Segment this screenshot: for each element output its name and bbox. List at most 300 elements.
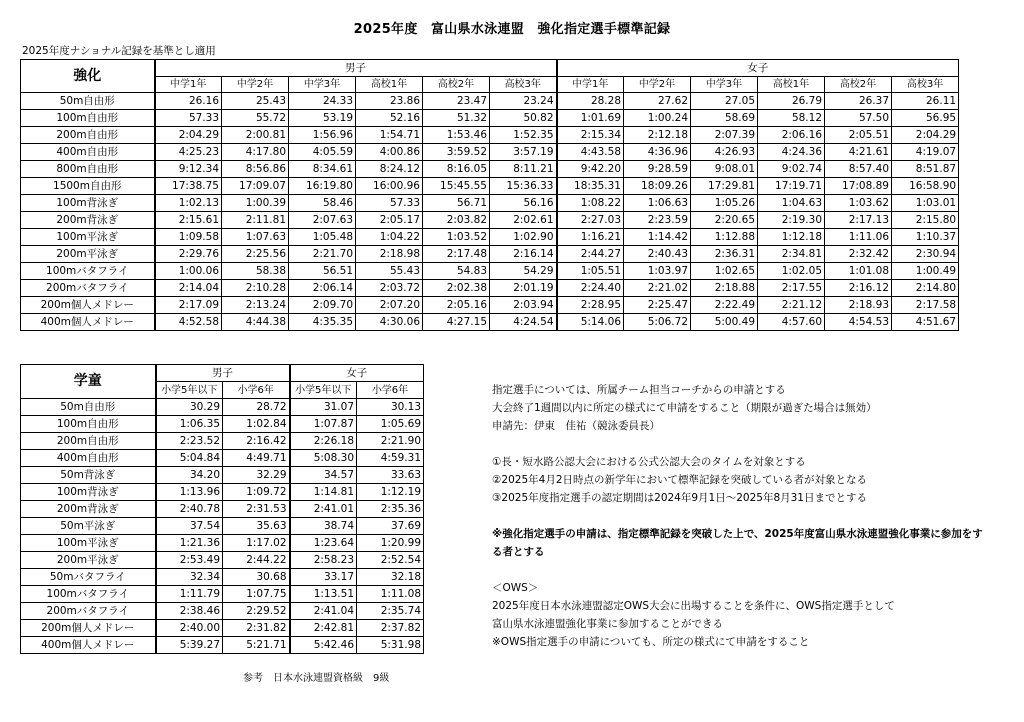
- grade-header: 高校3年: [490, 77, 557, 93]
- event-name: 200mバタフライ: [21, 603, 156, 620]
- record-cell: 5:14.06: [557, 314, 624, 331]
- record-cell: 8:34.61: [289, 161, 356, 178]
- record-cell: 25.43: [222, 93, 289, 110]
- record-cell: 18:35.31: [557, 178, 624, 195]
- record-cell: 26.16: [155, 93, 222, 110]
- table-row: [21, 603, 424, 620]
- record-cell: 1:05.69: [357, 416, 424, 433]
- record-cell: 2:22.49: [691, 297, 758, 314]
- gakudo-male-header: 男子: [156, 365, 290, 382]
- record-cell: 2:32.42: [825, 246, 892, 263]
- record-cell: 2:05.16: [423, 297, 490, 314]
- record-cell: 2:23.52: [156, 433, 223, 450]
- record-cell: 16:19.80: [289, 178, 356, 195]
- table-row: [21, 569, 424, 586]
- record-cell: 2:34.81: [758, 246, 825, 263]
- record-cell: 58.38: [222, 263, 289, 280]
- record-cell: 2:41.01: [290, 501, 357, 518]
- table-row: [21, 93, 959, 110]
- event-name: 50mバタフライ: [21, 569, 156, 586]
- record-cell: 17:09.07: [222, 178, 289, 195]
- event-name: 50m自由形: [21, 93, 155, 110]
- record-cell: 58.69: [691, 110, 758, 127]
- page-title: 2025年度 富山県水泳連盟 強化指定選手標準記録: [353, 22, 671, 37]
- record-cell: 2:03.94: [490, 297, 557, 314]
- record-cell: 2:15.80: [892, 212, 959, 229]
- record-cell: 4:17.80: [222, 144, 289, 161]
- record-cell: 1:02.90: [490, 229, 557, 246]
- table-row: [21, 637, 424, 654]
- record-cell: 2:15.61: [155, 212, 222, 229]
- grade-header: 高校2年: [423, 77, 490, 93]
- record-cell: 5:42.46: [290, 637, 357, 654]
- note-line: [492, 507, 992, 525]
- record-cell: 9:42.20: [557, 161, 624, 178]
- record-cell: 1:10.37: [892, 229, 959, 246]
- record-cell: 2:05.51: [825, 127, 892, 144]
- record-cell: 2:17.09: [155, 297, 222, 314]
- record-cell: 4:36.96: [624, 144, 691, 161]
- record-cell: 8:11.21: [490, 161, 557, 178]
- grade-header: 中学2年: [624, 77, 691, 93]
- record-cell: 8:16.05: [423, 161, 490, 178]
- record-cell: 2:44.22: [223, 552, 290, 569]
- table-row: [21, 178, 959, 195]
- record-cell: 2:44.27: [557, 246, 624, 263]
- record-cell: 8:56.86: [222, 161, 289, 178]
- note-line: 指定選手については、所属チーム担当コーチからの申請とする: [492, 384, 786, 396]
- record-cell: 23.24: [490, 93, 557, 110]
- record-cell: 5:06.72: [624, 314, 691, 331]
- record-cell: 1:04.63: [758, 195, 825, 212]
- record-cell: 2:04.29: [892, 127, 959, 144]
- record-cell: 2:09.70: [289, 297, 356, 314]
- record-cell: 2:35.74: [357, 603, 424, 620]
- ows-note-line: [492, 561, 992, 579]
- record-cell: 2:25.47: [624, 297, 691, 314]
- record-cell: 4:59.31: [357, 450, 424, 467]
- event-name: 400m自由形: [21, 144, 155, 161]
- record-cell: 57.33: [155, 110, 222, 127]
- record-cell: 57.33: [356, 195, 423, 212]
- table-row: [21, 399, 424, 416]
- table-row: [21, 416, 424, 433]
- grade-header: 高校2年: [825, 77, 892, 93]
- record-cell: 56.16: [490, 195, 557, 212]
- record-cell: 2:07.20: [356, 297, 423, 314]
- record-cell: 17:38.75: [155, 178, 222, 195]
- kyoka-label: 強化: [21, 60, 155, 93]
- record-cell: 1:11.08: [357, 586, 424, 603]
- record-cell: 2:05.17: [356, 212, 423, 229]
- record-cell: 5:00.49: [691, 314, 758, 331]
- event-name: 1500m自由形: [21, 178, 155, 195]
- grade-header: 小学6年: [357, 382, 424, 399]
- record-cell: 23.86: [356, 93, 423, 110]
- record-cell: 2:36.31: [691, 246, 758, 263]
- record-cell: 1:14.42: [624, 229, 691, 246]
- record-cell: 2:26.18: [290, 433, 357, 450]
- page-subtitle: 2025年度ナショナル記録を基準とし適用: [22, 45, 216, 57]
- record-cell: 4:00.86: [356, 144, 423, 161]
- record-cell: 32.34: [156, 569, 223, 586]
- record-cell: 4:52.58: [155, 314, 222, 331]
- table-row: [21, 535, 424, 552]
- event-name: 200m自由形: [21, 433, 156, 450]
- gakudo-label: 学童: [21, 365, 156, 399]
- record-cell: 2:04.29: [155, 127, 222, 144]
- record-cell: 4:19.07: [892, 144, 959, 161]
- record-cell: 1:03.01: [892, 195, 959, 212]
- record-cell: 2:12.18: [624, 127, 691, 144]
- record-cell: 1:02.05: [758, 263, 825, 280]
- event-name: 50m自由形: [21, 399, 156, 416]
- note-line: ①長・短水路公認大会における公式公認大会のタイムを対象とする: [492, 456, 806, 468]
- record-cell: 4:54.53: [825, 314, 892, 331]
- record-cell: 2:29.76: [155, 246, 222, 263]
- record-cell: 1:12.19: [357, 484, 424, 501]
- record-cell: 35.63: [223, 518, 290, 535]
- record-cell: 1:20.99: [357, 535, 424, 552]
- record-cell: 34.20: [156, 467, 223, 484]
- record-cell: 1:03.52: [423, 229, 490, 246]
- record-cell: 1:09.72: [223, 484, 290, 501]
- record-cell: 5:21.71: [223, 637, 290, 654]
- event-name: 200m平泳ぎ: [21, 552, 156, 569]
- gakudo-female-header: 女子: [290, 365, 424, 382]
- record-cell: 2:17.48: [423, 246, 490, 263]
- record-cell: 2:21.70: [289, 246, 356, 263]
- event-name: 400m個人メドレー: [21, 637, 156, 654]
- event-name: 50m背泳ぎ: [21, 467, 156, 484]
- record-cell: 2:16.42: [223, 433, 290, 450]
- record-cell: 1:02.13: [155, 195, 222, 212]
- table-row: [21, 212, 959, 229]
- table-row: [21, 586, 424, 603]
- record-cell: 1:23.64: [290, 535, 357, 552]
- record-cell: 1:05.48: [289, 229, 356, 246]
- grade-header: 高校1年: [758, 77, 825, 93]
- record-cell: 1:07.75: [223, 586, 290, 603]
- event-name: 50m平泳ぎ: [21, 518, 156, 535]
- note-line: ③2025年度指定選手の認定期間は2024年9月1日～2025年8月31日までとする: [492, 492, 867, 504]
- record-cell: 56.95: [892, 110, 959, 127]
- record-cell: 2:03.72: [356, 280, 423, 297]
- table-row: [21, 433, 424, 450]
- record-cell: 4:21.61: [825, 144, 892, 161]
- kyoka-standards-table: [20, 59, 959, 331]
- record-cell: 28.72: [223, 399, 290, 416]
- record-cell: 2:14.80: [892, 280, 959, 297]
- record-cell: 2:02.38: [423, 280, 490, 297]
- note-line: 大会終了1週間以内に所定の様式にて申請をすること（期限が過ぎた場合は無効）: [492, 402, 877, 414]
- record-cell: 2:42.81: [290, 620, 357, 637]
- record-cell: 1:04.22: [356, 229, 423, 246]
- record-cell: 1:01.08: [825, 263, 892, 280]
- event-name: 800m自由形: [21, 161, 155, 178]
- record-cell: 9:12.34: [155, 161, 222, 178]
- record-cell: 8:51.87: [892, 161, 959, 178]
- record-cell: 26.37: [825, 93, 892, 110]
- record-cell: 1:54.71: [356, 127, 423, 144]
- record-cell: 32.18: [357, 569, 424, 586]
- record-cell: 2:14.04: [155, 280, 222, 297]
- event-name: 200m個人メドレー: [21, 620, 156, 637]
- record-cell: 1:00.39: [222, 195, 289, 212]
- record-cell: 1:13.96: [156, 484, 223, 501]
- record-cell: 55.72: [222, 110, 289, 127]
- table-row: [21, 144, 959, 161]
- table-row: [21, 501, 424, 518]
- record-cell: 4:24.36: [758, 144, 825, 161]
- table-row: [21, 467, 424, 484]
- record-cell: 2:23.59: [624, 212, 691, 229]
- record-cell: 1:09.58: [155, 229, 222, 246]
- event-name: 200m個人メドレー: [21, 297, 155, 314]
- record-cell: 58.12: [758, 110, 825, 127]
- record-cell: 2:11.81: [222, 212, 289, 229]
- record-cell: 5:31.98: [357, 637, 424, 654]
- ows-note-line: 2025年度日本水泳連盟認定OWS大会に出場することを条件に、OWS指定選手として: [492, 600, 895, 612]
- notes-block: [492, 381, 992, 651]
- record-cell: 1:05.51: [557, 263, 624, 280]
- event-name: 200m自由形: [21, 127, 155, 144]
- record-cell: 1:07.87: [290, 416, 357, 433]
- record-cell: 4:49.71: [223, 450, 290, 467]
- record-cell: 2:38.46: [156, 603, 223, 620]
- grade-header: 小学5年以下: [290, 382, 357, 399]
- table-row: [21, 552, 424, 569]
- table-row: [21, 127, 959, 144]
- record-cell: 1:07.63: [222, 229, 289, 246]
- table-row: [21, 518, 424, 535]
- record-cell: 1:12.88: [691, 229, 758, 246]
- record-cell: 9:02.74: [758, 161, 825, 178]
- record-cell: 2:21.90: [357, 433, 424, 450]
- record-cell: 2:19.30: [758, 212, 825, 229]
- record-cell: 1:14.81: [290, 484, 357, 501]
- table-row: [21, 297, 959, 314]
- record-cell: 2:16.12: [825, 280, 892, 297]
- record-cell: 4:05.59: [289, 144, 356, 161]
- record-cell: 33.17: [290, 569, 357, 586]
- table-row: [21, 620, 424, 637]
- record-cell: 26.11: [892, 93, 959, 110]
- record-cell: 8:57.40: [825, 161, 892, 178]
- record-cell: 4:24.54: [490, 314, 557, 331]
- grade-header: 小学5年以下: [156, 382, 223, 399]
- record-cell: 2:18.88: [691, 280, 758, 297]
- record-cell: 2:21.12: [758, 297, 825, 314]
- event-name: 400m個人メドレー: [21, 314, 155, 331]
- event-name: 100m背泳ぎ: [21, 484, 156, 501]
- record-cell: 52.16: [356, 110, 423, 127]
- record-cell: 34.57: [290, 467, 357, 484]
- event-name: 400m自由形: [21, 450, 156, 467]
- record-cell: 27.05: [691, 93, 758, 110]
- record-cell: 2:10.28: [222, 280, 289, 297]
- record-cell: 2:18.93: [825, 297, 892, 314]
- event-name: 200m背泳ぎ: [21, 501, 156, 518]
- record-cell: 1:00.24: [624, 110, 691, 127]
- record-cell: 1:06.35: [156, 416, 223, 433]
- note-line: [492, 435, 992, 453]
- record-cell: 26.79: [758, 93, 825, 110]
- note-line: ②2025年4月2日時点の新学年において標準記録を突破している者が対象となる: [492, 474, 867, 486]
- reference-note: 参考 日本水泳連盟資格級 9級: [243, 673, 390, 684]
- record-cell: 2:58.23: [290, 552, 357, 569]
- record-cell: 1:00.49: [892, 263, 959, 280]
- record-cell: 37.69: [357, 518, 424, 535]
- record-cell: 53.19: [289, 110, 356, 127]
- record-cell: 4:57.60: [758, 314, 825, 331]
- record-cell: 56.71: [423, 195, 490, 212]
- record-cell: 24.33: [289, 93, 356, 110]
- record-cell: 2:17.13: [825, 212, 892, 229]
- record-cell: 33.63: [357, 467, 424, 484]
- record-cell: 15:45.55: [423, 178, 490, 195]
- record-cell: 5:04.84: [156, 450, 223, 467]
- grade-header: 小学6年: [223, 382, 290, 399]
- record-cell: 54.83: [423, 263, 490, 280]
- record-cell: 2:27.03: [557, 212, 624, 229]
- record-cell: 1:13.51: [290, 586, 357, 603]
- record-cell: 1:17.02: [223, 535, 290, 552]
- event-name: 100m自由形: [21, 416, 156, 433]
- record-cell: 2:06.16: [758, 127, 825, 144]
- grade-header: 高校3年: [892, 77, 959, 93]
- record-cell: 4:44.38: [222, 314, 289, 331]
- record-cell: 28.28: [557, 93, 624, 110]
- record-cell: 51.32: [423, 110, 490, 127]
- record-cell: 58.46: [289, 195, 356, 212]
- record-cell: 4:27.15: [423, 314, 490, 331]
- table-row: [21, 484, 424, 501]
- record-cell: 2:13.24: [222, 297, 289, 314]
- record-cell: 30.13: [357, 399, 424, 416]
- record-cell: 4:43.58: [557, 144, 624, 161]
- record-cell: 2:31.82: [223, 620, 290, 637]
- record-cell: 1:05.26: [691, 195, 758, 212]
- record-cell: 2:06.14: [289, 280, 356, 297]
- record-cell: 38.74: [290, 518, 357, 535]
- record-cell: 27.62: [624, 93, 691, 110]
- record-cell: 16:00.96: [356, 178, 423, 195]
- event-name: 100m自由形: [21, 110, 155, 127]
- record-cell: 2:30.94: [892, 246, 959, 263]
- record-cell: 1:11.79: [156, 586, 223, 603]
- record-cell: 1:03.97: [624, 263, 691, 280]
- record-cell: 56.51: [289, 263, 356, 280]
- event-name: 200mバタフライ: [21, 280, 155, 297]
- record-cell: 1:02.65: [691, 263, 758, 280]
- kyoka-male-header: 男子: [155, 60, 557, 77]
- gakudo-standards-table: [20, 364, 424, 654]
- record-cell: 3:59.52: [423, 144, 490, 161]
- record-cell: 2:31.53: [223, 501, 290, 518]
- record-cell: 2:37.82: [357, 620, 424, 637]
- record-cell: 30.68: [223, 569, 290, 586]
- grade-header: 中学3年: [289, 77, 356, 93]
- record-cell: 17:08.89: [825, 178, 892, 195]
- record-cell: 2:21.02: [624, 280, 691, 297]
- table-row: [21, 110, 959, 127]
- record-cell: 2:20.65: [691, 212, 758, 229]
- record-cell: 1:02.84: [223, 416, 290, 433]
- record-cell: 1:01.69: [557, 110, 624, 127]
- record-cell: 4:25.23: [155, 144, 222, 161]
- record-cell: 1:52.35: [490, 127, 557, 144]
- ows-note-line: 富山県水泳連盟強化事業に参加することができる: [492, 618, 723, 630]
- event-name: 100m背泳ぎ: [21, 195, 155, 212]
- table-row: [21, 263, 959, 280]
- record-cell: 2:07.63: [289, 212, 356, 229]
- record-cell: 17:19.71: [758, 178, 825, 195]
- record-cell: 1:53.46: [423, 127, 490, 144]
- record-cell: 2:17.58: [892, 297, 959, 314]
- record-cell: 55.43: [356, 263, 423, 280]
- record-cell: 2:07.39: [691, 127, 758, 144]
- record-cell: 9:08.01: [691, 161, 758, 178]
- record-cell: 30.29: [156, 399, 223, 416]
- record-cell: 2:17.55: [758, 280, 825, 297]
- grade-header: 中学1年: [155, 77, 222, 93]
- record-cell: 32.29: [223, 467, 290, 484]
- table-row: [21, 450, 424, 467]
- record-cell: 2:25.56: [222, 246, 289, 263]
- record-cell: 2:35.36: [357, 501, 424, 518]
- grade-header: 中学2年: [222, 77, 289, 93]
- record-cell: 16:58.90: [892, 178, 959, 195]
- record-cell: 2:00.81: [222, 127, 289, 144]
- record-cell: 2:01.19: [490, 280, 557, 297]
- record-cell: 5:08.30: [290, 450, 357, 467]
- record-cell: 2:18.98: [356, 246, 423, 263]
- record-cell: 1:08.22: [557, 195, 624, 212]
- table-row: [21, 280, 959, 297]
- note-line: 申請先：伊東 佳祐（競泳委員長）: [492, 420, 660, 432]
- record-cell: 2:15.34: [557, 127, 624, 144]
- record-cell: 3:57.19: [490, 144, 557, 161]
- event-name: 100m平泳ぎ: [21, 535, 156, 552]
- record-cell: 2:41.04: [290, 603, 357, 620]
- record-cell: 2:02.61: [490, 212, 557, 229]
- record-cell: 4:35.35: [289, 314, 356, 331]
- event-name: 100mバタフライ: [21, 586, 156, 603]
- table-row: [21, 161, 959, 178]
- record-cell: 4:26.93: [691, 144, 758, 161]
- record-cell: 2:28.95: [557, 297, 624, 314]
- table-row: [21, 229, 959, 246]
- record-cell: 4:51.67: [892, 314, 959, 331]
- record-cell: 2:40.43: [624, 246, 691, 263]
- record-cell: 31.07: [290, 399, 357, 416]
- record-cell: 1:11.06: [825, 229, 892, 246]
- record-cell: 18:09.26: [624, 178, 691, 195]
- record-cell: 2:29.52: [223, 603, 290, 620]
- note-emphasis: ※強化指定選手の申請は、指定標準記録を突破した上で、2025年度富山県水泳連盟強化事業に参加をする者とする: [492, 528, 983, 558]
- record-cell: 2:40.78: [156, 501, 223, 518]
- table-row: [21, 246, 959, 263]
- record-cell: 2:53.49: [156, 552, 223, 569]
- record-cell: 1:12.18: [758, 229, 825, 246]
- table-row: [21, 195, 959, 212]
- record-cell: 2:40.00: [156, 620, 223, 637]
- event-name: 200m平泳ぎ: [21, 246, 155, 263]
- event-name: 100m平泳ぎ: [21, 229, 155, 246]
- record-cell: 1:16.21: [557, 229, 624, 246]
- record-cell: 15:36.33: [490, 178, 557, 195]
